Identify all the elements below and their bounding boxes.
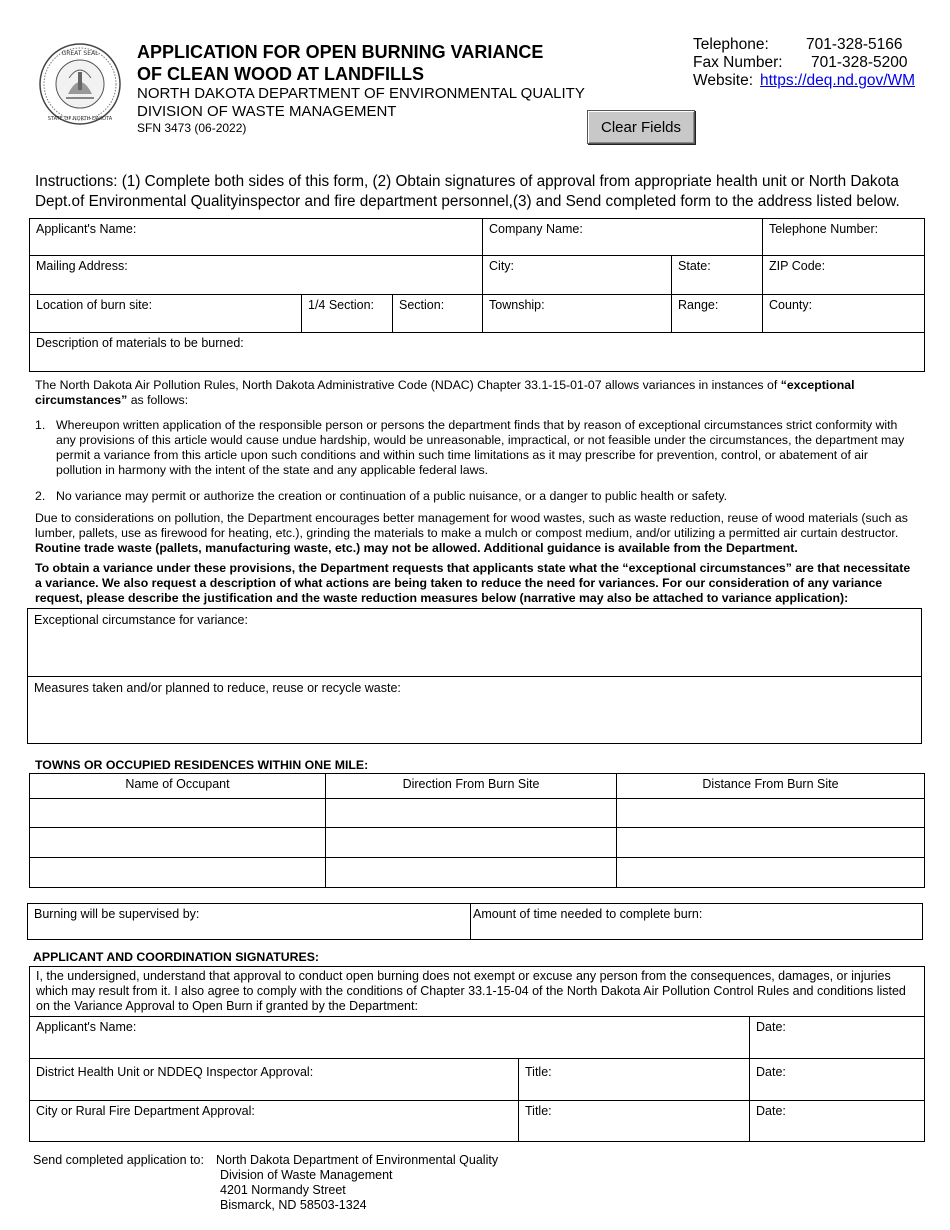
applicants-name-label: Applicant's Name: (36, 222, 137, 236)
svg-text:GREAT SEAL: GREAT SEAL (61, 50, 99, 57)
applicants-name-field[interactable] (30, 219, 483, 256)
fax-line (693, 54, 908, 72)
rules-intro-tail: as follows: (127, 393, 189, 407)
applicant-date-field[interactable] (750, 1017, 925, 1059)
clear-fields-button[interactable]: Clear Fields (587, 110, 695, 144)
supervision-table (27, 903, 923, 940)
rules-intro-text: The North Dakota Air Pollution Rules, North Dakota Administrative Code (NDAC) Chapter 33.1-15-01-07 allows variances in instances of (35, 378, 781, 392)
department-name: NORTH DAKOTA DEPARTMENT OF ENVIRONMENTAL QUALITY (137, 85, 585, 102)
rule-item-1-number: 1. (35, 418, 46, 432)
fire-dept-approval-field[interactable] (30, 1101, 519, 1142)
website-line (693, 72, 915, 90)
occupant-name-cell[interactable] (30, 799, 326, 828)
wood-management-paragraph (35, 511, 920, 556)
table-row (30, 799, 925, 828)
burn-site-location-label: Location of burn site: (36, 298, 153, 312)
address-line: Bismarck, ND 58503-1324 (220, 1198, 367, 1212)
wood-management-bold: Routine trade waste (pallets, manufacturing waste, etc.) may not be allowed. Additional guidance is available from the Department. (35, 541, 798, 555)
send-to-label: Send completed application to: (33, 1153, 204, 1167)
distance-cell[interactable] (617, 828, 925, 858)
health-unit-date-field[interactable] (750, 1059, 925, 1101)
table-row (30, 828, 925, 858)
form-number: SFN 3473 (06-2022) (137, 121, 247, 135)
direction-cell[interactable] (326, 828, 617, 858)
range-field[interactable] (672, 295, 763, 333)
website-label: Website: (693, 72, 754, 89)
column-header: Name of Occupant (30, 774, 326, 799)
supervised-by-label: Burning will be supervised by: (34, 907, 200, 921)
direction-cell[interactable] (326, 858, 617, 888)
title-line-2: OF CLEAN WOOD AT LANDFILLS (137, 64, 424, 84)
waste-reduction-measures-field[interactable] (28, 677, 921, 743)
quarter-section-label: 1/4 Section: (308, 298, 375, 312)
company-name-label: Company Name: (489, 222, 583, 236)
wood-management-text: Due to considerations on pollution, the Department encourages better management for wood wastes, such as waste reduction, reuse of wood materials (such as lumber, pallets, use as firewood for heating, etc.), grinding the materials to make a mulch or compost medium, and/or utilizing a permitted air curtain destructor. (35, 511, 908, 540)
justification-box (27, 608, 922, 744)
county-field[interactable] (763, 295, 925, 333)
instructions: Instructions: (1) Complete both sides of this form, (2) Obtain signatures of approval from appropriate health unit or North Dakota Dept.of Environmental Qualityinspector and fire department personnel,(3) and Send completed form to the address listed below. (35, 173, 900, 210)
direction-cell[interactable] (326, 799, 617, 828)
telephone-number-label: Telephone Number: (769, 222, 879, 236)
variance-request-paragraph: To obtain a variance under these provisions, the Department requests that applicants state what the “exceptional circumstances” are that necessitate a variance. We also request a description of what actions are being taken to reduce the need for variances. For our consideration of any variance request, please describe the justification and the waste reduction measures below (narrative may also be attached to variance application): (35, 561, 911, 605)
column-header: Direction From Burn Site (326, 774, 617, 799)
quarter-section-field[interactable] (302, 295, 393, 333)
township-label: Township: (489, 298, 545, 312)
fire-dept-date-field[interactable] (750, 1101, 925, 1142)
date-label: Date: (756, 1065, 786, 1079)
date-label: Date: (756, 1104, 786, 1118)
title-label: Title: (525, 1104, 552, 1118)
state-seal-icon (38, 42, 122, 126)
range-label: Range: (678, 298, 719, 312)
column-header: Distance From Burn Site (617, 774, 925, 799)
fax-label: Fax Number: (693, 54, 783, 71)
health-unit-title-field[interactable] (519, 1059, 750, 1101)
date-label: Date: (756, 1020, 786, 1034)
township-field[interactable] (483, 295, 672, 333)
form-title (137, 41, 597, 85)
section-label: Section: (399, 298, 445, 312)
supervised-by-field[interactable] (28, 904, 471, 940)
occupant-name-cell[interactable] (30, 828, 326, 858)
fax-value: 701-328-5200 (811, 54, 908, 71)
occupied-residences-table (29, 773, 925, 888)
fire-dept-approval-label: City or Rural Fire Department Approval: (36, 1104, 255, 1118)
rule-item-2-text: No variance may permit or authorize the creation or continuation of a public nuisance, or a danger to public health or safety. (56, 489, 728, 503)
section-field[interactable] (393, 295, 483, 333)
distance-cell[interactable] (617, 858, 925, 888)
svg-text:STATE OF NORTH DAKOTA: STATE OF NORTH DAKOTA (47, 116, 113, 122)
state-field[interactable] (672, 256, 763, 295)
county-label: County: (769, 298, 813, 312)
rule-item-1 (35, 418, 915, 478)
zip-code-field[interactable] (763, 256, 925, 295)
telephone-label: Telephone: (693, 36, 769, 53)
telephone-number-field[interactable] (763, 219, 925, 256)
signatures-table (29, 966, 925, 1142)
telephone-line (693, 36, 903, 54)
address-line: North Dakota Department of Environmental Quality (216, 1153, 499, 1167)
city-label: City: (489, 259, 515, 273)
company-name-field[interactable] (483, 219, 763, 256)
occupant-name-cell[interactable] (30, 858, 326, 888)
rules-intro (35, 378, 920, 408)
website-link[interactable]: https://deq.nd.gov/WM (760, 72, 916, 89)
health-unit-approval-label: District Health Unit or NDDEQ Inspector Approval: (36, 1065, 314, 1079)
burn-time-field[interactable] (471, 904, 923, 940)
mailing-address-field[interactable] (30, 256, 483, 295)
towns-heading: TOWNS OR OCCUPIED RESIDENCES WITHIN ONE MILE: (35, 758, 369, 772)
table-row (30, 858, 925, 888)
health-unit-approval-field[interactable] (30, 1059, 519, 1101)
signatures-heading: APPLICANT AND COORDINATION SIGNATURES: (33, 950, 320, 964)
telephone-value: 701-328-5166 (806, 36, 903, 53)
zip-code-label: ZIP Code: (769, 259, 826, 273)
exceptional-circumstance-field[interactable] (28, 609, 921, 677)
rules-intro-bold: “exceptional circumstances” (35, 378, 855, 407)
rule-item-2-number: 2. (35, 489, 46, 503)
state-label: State: (678, 259, 711, 273)
agreement-statement: I, the undersigned, understand that approval to conduct open burning does not exempt or excuse any person from the consequences, damages, or injuries which may result from it. I also agree to comply with the conditions of Chapter 33.1-15-04 of the North Dakota Air Pollution Control Rules and conditions listed on the Variance Approval to Open Burn if granted by the Department: (30, 967, 925, 1017)
waste-reduction-measures-label: Measures taken and/or planned to reduce, reuse or recycle waste: (34, 681, 401, 695)
mailing-address-label: Mailing Address: (36, 259, 128, 273)
applicant-signature-label: Applicant's Name: (36, 1020, 137, 1034)
title-line-1: APPLICATION FOR OPEN BURNING VARIANCE (137, 42, 544, 62)
city-field[interactable] (483, 256, 672, 295)
burn-time-label: Amount of time needed to complete burn: (473, 907, 703, 921)
rule-item-1-text: Whereupon written application of the responsible person or persons the department finds that by reason of exceptional circumstances strict conformity with any provisions of this article would cause undue hardship, would be unreasonable, impractical, or not feasible under the circumstances, the department may permit a variance from this article upon such conditions and within such time limitations as it may prescribe for prevention, control, or abatement of air pollution in harmony with the intent of the state and any applicable federal laws. (56, 418, 905, 477)
department-address (216, 1153, 536, 1213)
applicant-info-table (29, 218, 925, 372)
distance-cell[interactable] (617, 799, 925, 828)
burn-site-location-field[interactable] (30, 295, 302, 333)
title-label: Title: (525, 1065, 552, 1079)
fire-dept-title-field[interactable] (519, 1101, 750, 1142)
address-line: 4201 Normandy Street (220, 1183, 346, 1197)
applicant-signature-field[interactable] (30, 1017, 750, 1059)
materials-description-field[interactable] (30, 333, 925, 372)
address-line: Division of Waste Management (220, 1168, 393, 1182)
exceptional-circumstance-label: Exceptional circumstance for variance: (34, 613, 248, 627)
rule-item-2 (35, 489, 915, 504)
division-name: DIVISION OF WASTE MANAGEMENT (137, 103, 397, 120)
materials-description-label: Description of materials to be burned: (36, 336, 244, 350)
